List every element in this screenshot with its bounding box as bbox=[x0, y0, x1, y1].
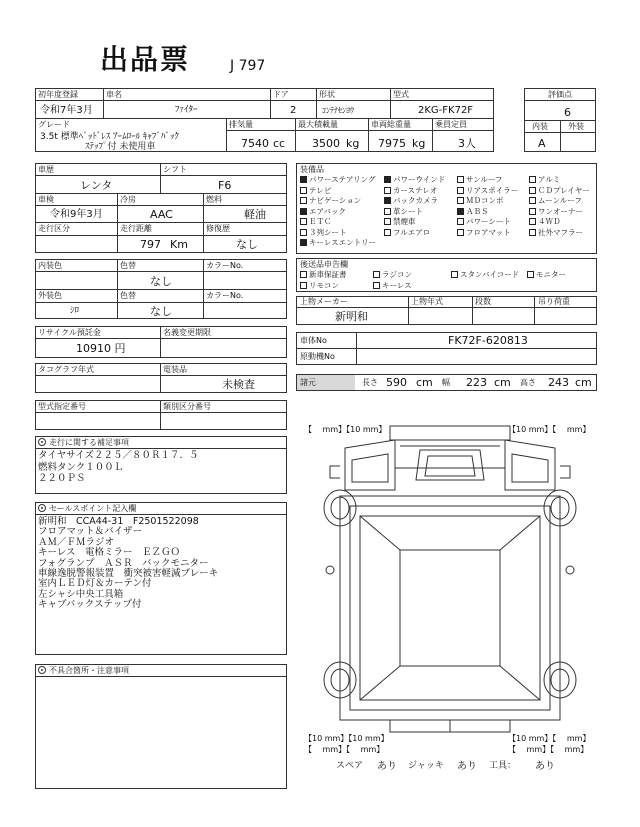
weight-unit: kg bbox=[412, 137, 426, 150]
body-no-value: FK72F-620813 bbox=[448, 334, 528, 347]
equipment-item-label: 社外マフラー bbox=[538, 227, 583, 237]
checkbox-empty-icon bbox=[529, 197, 536, 204]
body-steps-label: 段数 bbox=[475, 297, 491, 306]
equipment-item[interactable] bbox=[529, 217, 561, 227]
ext-color-label: 外装色 bbox=[38, 291, 62, 300]
checkbox-empty-icon bbox=[529, 187, 536, 194]
aftermarket-item[interactable] bbox=[527, 270, 566, 280]
height-label: 高さ bbox=[520, 378, 536, 387]
memo-line: キーレス 電格ミラー ＥＺＧＯ bbox=[38, 547, 181, 559]
ac-label: 冷房 bbox=[120, 195, 136, 204]
equipment-item[interactable] bbox=[384, 186, 437, 196]
equipment-item-label: バックカメラ bbox=[393, 196, 438, 205]
tire-rear-right-2: 【 mm】【 mm】 bbox=[508, 745, 589, 754]
checkbox-empty-icon bbox=[457, 176, 464, 183]
defects-label: 不具合箇所・注意事項 bbox=[49, 666, 129, 675]
max-load-unit: kg bbox=[346, 137, 360, 150]
bullet-icon bbox=[38, 438, 46, 446]
weight-value: 7975 bbox=[378, 137, 406, 150]
equipment-item[interactable] bbox=[529, 196, 582, 206]
sales-points-label: セールスポイント記入欄 bbox=[49, 504, 137, 513]
equipment-item-label: ４ＷＤ bbox=[538, 217, 561, 226]
body-maker-value: 新明和 bbox=[335, 310, 368, 323]
equipment-item[interactable] bbox=[300, 186, 331, 196]
repair-value: なし bbox=[236, 238, 258, 251]
equipment-item-label: ３列シート bbox=[309, 227, 347, 237]
jack-value: あり bbox=[457, 761, 477, 772]
car-name-value: ﾌｧｲﾀｰ bbox=[175, 105, 198, 115]
bullet-icon bbox=[38, 666, 46, 674]
class-no-label: 類別区分番号 bbox=[163, 402, 211, 411]
equipment-item[interactable] bbox=[529, 186, 590, 196]
equipment-item[interactable] bbox=[457, 196, 504, 206]
mileage-label: 走行距離 bbox=[120, 224, 152, 233]
tacho-inspect-value: 未検査 bbox=[222, 378, 255, 391]
equipment-item-label: ＡＢＳ bbox=[466, 206, 489, 216]
capacity-label: 乗員定員 bbox=[435, 120, 467, 129]
checkbox-empty-icon bbox=[373, 271, 380, 278]
checkbox-empty-icon bbox=[527, 271, 534, 278]
grade-line1: 3.5t 標準ﾍﾞｯﾄﾞﾚｽ ｱｰﾑﾛｰﾙ ｷｬﾌﾞﾊﾞｯｸ bbox=[40, 132, 179, 142]
equipment-item[interactable] bbox=[300, 196, 361, 206]
equipment-item[interactable] bbox=[529, 175, 560, 185]
equipment-item[interactable] bbox=[529, 228, 583, 238]
equipment-item-label: ムーンルーフ bbox=[538, 196, 582, 205]
fuel-value: 軽油 bbox=[244, 208, 266, 221]
equipment-item[interactable] bbox=[300, 228, 347, 238]
equipment-item-label: テレビ bbox=[309, 185, 332, 195]
grade-line2: ｽﾃｯﾌﾟ付 未使用車 bbox=[85, 142, 156, 152]
displacement-unit: cc bbox=[273, 137, 286, 150]
memo-line: キャブバックステップ付 bbox=[38, 599, 142, 611]
height-value: 243 bbox=[548, 376, 569, 389]
score-value: 6 bbox=[564, 106, 571, 119]
memo-line: 車線逸脱警報装置 衝突被害軽減ブレーキ bbox=[38, 568, 219, 579]
truck-diagram bbox=[300, 420, 600, 740]
checkbox-empty-icon bbox=[529, 218, 536, 225]
equipment-item[interactable] bbox=[457, 217, 511, 227]
checkbox-empty-icon bbox=[384, 218, 391, 225]
equipment-item-label: 革シート bbox=[393, 206, 423, 216]
tool-value: あり bbox=[535, 761, 555, 772]
memo-line: ２２０ＰＳ bbox=[38, 473, 86, 484]
interior-grade-value: A bbox=[538, 137, 546, 150]
tool-label: 工具： bbox=[489, 761, 517, 771]
form-title: 出品票 bbox=[100, 43, 191, 76]
height-unit: cm bbox=[575, 376, 592, 389]
model-label: 型式 bbox=[393, 90, 409, 99]
equipment-item-label: フロアマット bbox=[466, 227, 511, 237]
ext-color-value: ｼﾛ bbox=[70, 306, 80, 316]
checkbox-empty-icon bbox=[373, 282, 380, 289]
tacho-inspect-label: 電装品 bbox=[163, 365, 187, 374]
equipment-item[interactable] bbox=[457, 186, 518, 196]
equipment-item-label: パワーシート bbox=[466, 217, 511, 226]
first-reg-value: 令和7年3月 bbox=[40, 105, 93, 116]
checkbox-empty-icon bbox=[300, 271, 307, 278]
equipment-item[interactable] bbox=[384, 217, 416, 227]
checkbox-empty-icon bbox=[384, 208, 391, 215]
aftermarket-item[interactable] bbox=[373, 270, 412, 280]
driving-notes-label: 走行に関する補足事項 bbox=[49, 438, 129, 447]
shift-label: シフト bbox=[163, 165, 187, 174]
repair-label: 修復歴 bbox=[206, 224, 230, 233]
aftermarket-item-label: モニター bbox=[536, 270, 566, 279]
bullet-icon bbox=[38, 504, 46, 512]
equipment-item-label: ＣＤプレイヤー bbox=[538, 185, 590, 195]
length-unit: cm bbox=[416, 376, 433, 389]
deposit-label: リサイクル預託金 bbox=[38, 328, 101, 337]
equipment-item[interactable] bbox=[384, 196, 438, 206]
width-label: 幅 bbox=[442, 378, 450, 387]
checkbox-empty-icon bbox=[300, 229, 307, 236]
checkbox-empty-icon bbox=[457, 229, 464, 236]
grade-label: グレード bbox=[38, 120, 70, 129]
equipment-item-label: エアバック bbox=[309, 206, 346, 216]
door-label: ドア bbox=[273, 90, 289, 99]
equipment-item[interactable] bbox=[384, 228, 430, 238]
checkbox-checked-icon bbox=[300, 208, 307, 215]
length-label: 長さ bbox=[362, 378, 378, 387]
checkbox-empty-icon bbox=[451, 271, 458, 278]
mileage-unit: Km bbox=[170, 238, 188, 251]
first-reg-label: 初年度登録 bbox=[38, 90, 78, 99]
equipment-item[interactable] bbox=[300, 217, 332, 227]
model-value: 2KG-FK72F bbox=[418, 105, 474, 116]
tire-rear-left-2: 【 mm】【 mm】 bbox=[304, 745, 385, 754]
checkbox-empty-icon bbox=[457, 197, 464, 204]
aftermarket-item[interactable] bbox=[373, 281, 412, 291]
checkbox-empty-icon bbox=[529, 229, 536, 236]
tire-rear-right: 【10 mm】【 mm】 bbox=[508, 734, 591, 743]
checkbox-checked-icon bbox=[384, 197, 391, 204]
inspection-label: 車検 bbox=[38, 195, 54, 204]
memo-line: フォグランプ ＡＳＲ バックモニター bbox=[38, 557, 209, 569]
equipment-item[interactable] bbox=[300, 238, 376, 248]
equipment-item[interactable] bbox=[529, 207, 583, 217]
equipment-item-label: リアスポイラー bbox=[466, 185, 519, 195]
memo-line: フロアマット＆バイザー bbox=[38, 526, 143, 538]
history-value: レンタ bbox=[80, 179, 113, 192]
checkbox-empty-icon bbox=[457, 187, 464, 194]
defects-box bbox=[35, 664, 287, 789]
equipment-item-label: キーレスエントリー bbox=[309, 238, 377, 247]
checkbox-empty-icon bbox=[300, 197, 307, 204]
checkbox-empty-icon bbox=[529, 176, 536, 183]
int-colorno-label: カラーNo. bbox=[206, 261, 244, 270]
aftermarket-item-label: スタンバイコード bbox=[460, 270, 520, 279]
max-load-value: 3500 bbox=[312, 137, 340, 150]
door-value: 2 bbox=[290, 105, 297, 116]
aftermarket-item-label: ラジコン bbox=[382, 270, 412, 279]
aftermarket-item-label: キーレス bbox=[382, 280, 412, 290]
equipment-item[interactable] bbox=[457, 207, 489, 217]
checkbox-empty-icon bbox=[300, 187, 307, 194]
memo-line: 室内ＬＥＤ灯＆カーテン付 bbox=[38, 578, 152, 590]
equipment-item[interactable] bbox=[457, 228, 511, 238]
capacity-value: 3人 bbox=[458, 137, 476, 150]
exterior-grade-label: 外装 bbox=[568, 122, 584, 131]
inspection-value: 令和9年3月 bbox=[50, 209, 103, 220]
lot-number: J 797 bbox=[230, 58, 266, 74]
aftermarket-item[interactable] bbox=[451, 270, 519, 280]
equipment-item-label: パワーウインド bbox=[393, 175, 446, 184]
shift-value: F6 bbox=[218, 179, 232, 192]
max-load-label: 最大積載量 bbox=[298, 120, 338, 129]
equipment-item-label: アルミ bbox=[538, 175, 561, 184]
ext-change-value: なし bbox=[150, 305, 172, 318]
aftermarket-item-label: 新車保証書 bbox=[309, 270, 347, 279]
tire-rear-left: 【10 mm】【10 mm】 bbox=[304, 734, 389, 743]
equipment-item-label: パワーステアリング bbox=[309, 175, 376, 184]
body-year-label: 上物年式 bbox=[411, 297, 443, 306]
width-value: 223 bbox=[466, 376, 487, 389]
displacement-value: 7540 bbox=[241, 137, 269, 150]
equipment-item[interactable] bbox=[384, 175, 445, 185]
int-change-value: なし bbox=[150, 275, 172, 288]
equipment-item[interactable] bbox=[384, 207, 423, 217]
int-change-label: 色替 bbox=[120, 261, 136, 270]
spare-label: スペア bbox=[336, 761, 364, 771]
equipment-label: 装備品 bbox=[300, 165, 324, 174]
car-name-label: 車名 bbox=[106, 90, 122, 99]
hanging-load-label: 吊り荷重 bbox=[538, 297, 570, 306]
fuel-label: 燃料 bbox=[206, 195, 222, 204]
aftermarket-label: 後送品申告欄 bbox=[300, 260, 348, 269]
aftermarket-item-label: リモコン bbox=[309, 280, 339, 290]
history-label: 車歴 bbox=[38, 165, 54, 174]
equipment-item-label: ワンオーナー bbox=[538, 206, 583, 216]
memo-line: 新明和 CCA44-31 F2501522098 bbox=[38, 516, 199, 527]
type-no-label: 型式指定番号 bbox=[38, 402, 86, 411]
memo-line: 燃料タンク１００Ｌ bbox=[38, 461, 124, 473]
shape-label: 形状 bbox=[319, 90, 335, 99]
checkbox-empty-icon bbox=[529, 208, 536, 215]
checkbox-checked-icon bbox=[300, 176, 307, 183]
int-color-label: 内装色 bbox=[38, 261, 62, 270]
checkbox-empty-icon bbox=[384, 229, 391, 236]
ext-colorno-label: カラーNo. bbox=[206, 291, 244, 300]
equipment-item-label: サンルーフ bbox=[466, 175, 503, 184]
score-label: 評価点 bbox=[548, 90, 572, 99]
tacho-label: タコグラフ年式 bbox=[38, 365, 94, 374]
checkbox-empty-icon bbox=[457, 218, 464, 225]
equipment-item[interactable] bbox=[457, 175, 503, 185]
equipment-item[interactable] bbox=[300, 207, 346, 217]
checkbox-checked-icon bbox=[384, 176, 391, 183]
equipment-item-label: ナビゲーション bbox=[309, 196, 362, 205]
ac-value: AAC bbox=[150, 208, 173, 221]
deposit-value: 10910 円 bbox=[76, 342, 126, 355]
equipment-item[interactable] bbox=[300, 175, 376, 185]
equipment-item-label: 禁煙車 bbox=[393, 217, 416, 226]
ext-change-label: 色替 bbox=[120, 291, 136, 300]
body-maker-label: 上物メーカー bbox=[300, 297, 348, 306]
checkbox-checked-icon bbox=[300, 239, 307, 246]
aftermarket-item[interactable] bbox=[300, 270, 347, 280]
mileage-value: 797 bbox=[140, 238, 161, 251]
spare-value: あり bbox=[377, 761, 397, 772]
length-value: 590 bbox=[386, 376, 407, 389]
jack-label: ジャッキ bbox=[408, 761, 444, 771]
checkbox-checked-icon bbox=[457, 208, 464, 215]
mileage-cat-label: 走行区分 bbox=[38, 224, 70, 233]
checkbox-empty-icon bbox=[300, 282, 307, 289]
equipment-item-label: フルエアロ bbox=[393, 227, 431, 237]
equipment-item-label: カーステレオ bbox=[393, 185, 438, 195]
memo-line: タイヤサイズ２２５／８０Ｒ１７．５ bbox=[38, 450, 199, 461]
transfer-label: 名義変更期限 bbox=[163, 328, 211, 337]
memo-line: 左シャシ中央工具箱 bbox=[38, 588, 124, 600]
interior-grade-label: 内装 bbox=[532, 122, 548, 131]
tire-front-right: 【10 mm】【 mm】 bbox=[508, 425, 591, 434]
memo-line: ＡＭ／ＦＭラジオ bbox=[38, 536, 115, 548]
displacement-label: 排気量 bbox=[229, 120, 253, 129]
weight-label: 車両総重量 bbox=[371, 120, 411, 129]
aftermarket-item[interactable] bbox=[300, 281, 339, 291]
body-no-label: 車体No bbox=[300, 336, 327, 345]
equipment-item-label: ＭＤコンポ bbox=[466, 196, 504, 205]
width-unit: cm bbox=[494, 376, 511, 389]
shape-value: ｺﾝﾃﾅｾﾝﾖｳ bbox=[322, 106, 354, 115]
tire-front-left: 【 mm】【10 mm】 bbox=[304, 425, 387, 434]
checkbox-empty-icon bbox=[300, 218, 307, 225]
dims-label: 諸元 bbox=[300, 378, 316, 387]
motor-no-label: 原動機No bbox=[300, 352, 335, 361]
equipment-item-label: ＥＴＣ bbox=[309, 217, 332, 226]
checkbox-empty-icon bbox=[384, 187, 391, 194]
